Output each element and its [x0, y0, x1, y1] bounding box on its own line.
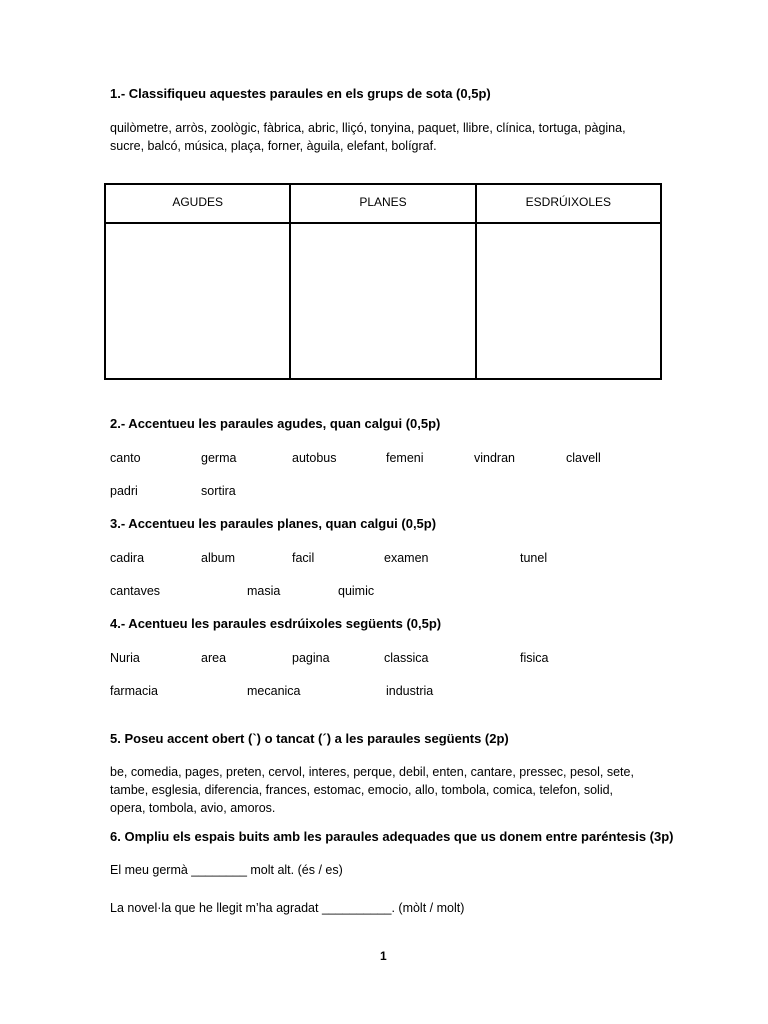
section-1-words-line-2: sucre, balcó, música, plaça, forner, àguila, elefant, bolígraf.	[110, 139, 437, 153]
section-5-words-line-2: tambe, esglesia, diferencia, frances, estomac, emocio, allo, tombola, comica, telefon, solid,	[110, 783, 614, 797]
page-number: 1	[380, 949, 387, 963]
classification-table	[104, 183, 662, 380]
word-item: examen	[384, 551, 429, 565]
section-1-heading: 1.- Classifiqueu aquestes paraules en els grups de sota (0,5p)	[110, 86, 491, 101]
section-5-words-line-1: be, comedia, pages, preten, cervol, interes, perque, debil, enten, cantare, pressec, pesol, sete,	[110, 765, 634, 779]
word-item: quimic	[338, 584, 375, 598]
column-header-planes: PLANES	[290, 184, 475, 223]
word-item: germa	[201, 451, 237, 465]
word-item: cantaves	[110, 584, 161, 598]
section-2-heading: 2.- Accentueu les paraules agudes, quan calgui (0,5p)	[110, 416, 441, 431]
word-item: mecanica	[247, 684, 301, 698]
word-item: canto	[110, 451, 141, 465]
word-item: cadira	[110, 551, 145, 565]
word-item: femeni	[386, 451, 424, 465]
agudes-answer-cell[interactable]	[105, 223, 290, 379]
word-item: clavell	[566, 451, 601, 465]
word-item: fisica	[520, 651, 549, 665]
word-item: padri	[110, 484, 138, 498]
word-item: autobus	[292, 451, 337, 465]
section-5-heading: 5. Poseu accent obert (`) o tancat (´) a les paraules següents (2p)	[110, 731, 509, 746]
fill-in-sentence: La novel·la que he llegit m’ha agradat __________. (mòlt / molt)	[110, 901, 465, 915]
column-header-esdruixoles: ESDRÚIXOLES	[476, 184, 661, 223]
word-item: vindran	[474, 451, 515, 465]
word-item: album	[201, 551, 236, 565]
section-5-words-line-3: opera, tombola, avio, amoros.	[110, 801, 276, 815]
word-item: pagina	[292, 651, 330, 665]
word-item: tunel	[520, 551, 548, 565]
section-4-heading: 4.- Acentueu les paraules esdrúixoles següents (0,5p)	[110, 616, 442, 631]
word-item: facil	[292, 551, 315, 565]
section-1-words-line-1: quilòmetre, arròs, zoològic, fàbrica, abric, lliçó, tonyina, paquet, llibre, clínica, tortuga, pàgina,	[110, 121, 626, 135]
word-item: masia	[247, 584, 281, 598]
word-item: classica	[384, 651, 429, 665]
column-header-agudes: AGUDES	[105, 184, 290, 223]
word-item: industria	[386, 684, 434, 698]
planes-answer-cell[interactable]	[290, 223, 475, 379]
section-3-heading: 3.- Accentueu les paraules planes, quan calgui (0,5p)	[110, 516, 437, 531]
word-item: Nuria	[110, 651, 140, 665]
word-item: sortira	[201, 484, 236, 498]
esdruixoles-answer-cell[interactable]	[476, 223, 661, 379]
word-item: area	[201, 651, 227, 665]
section-6-heading: 6. Ompliu els espais buits amb les paraules adequades que us donem entre paréntesis (3p)	[110, 829, 674, 844]
fill-in-sentence: El meu germà ________ molt alt. (és / es)	[110, 863, 343, 877]
word-item: farmacia	[110, 684, 158, 698]
